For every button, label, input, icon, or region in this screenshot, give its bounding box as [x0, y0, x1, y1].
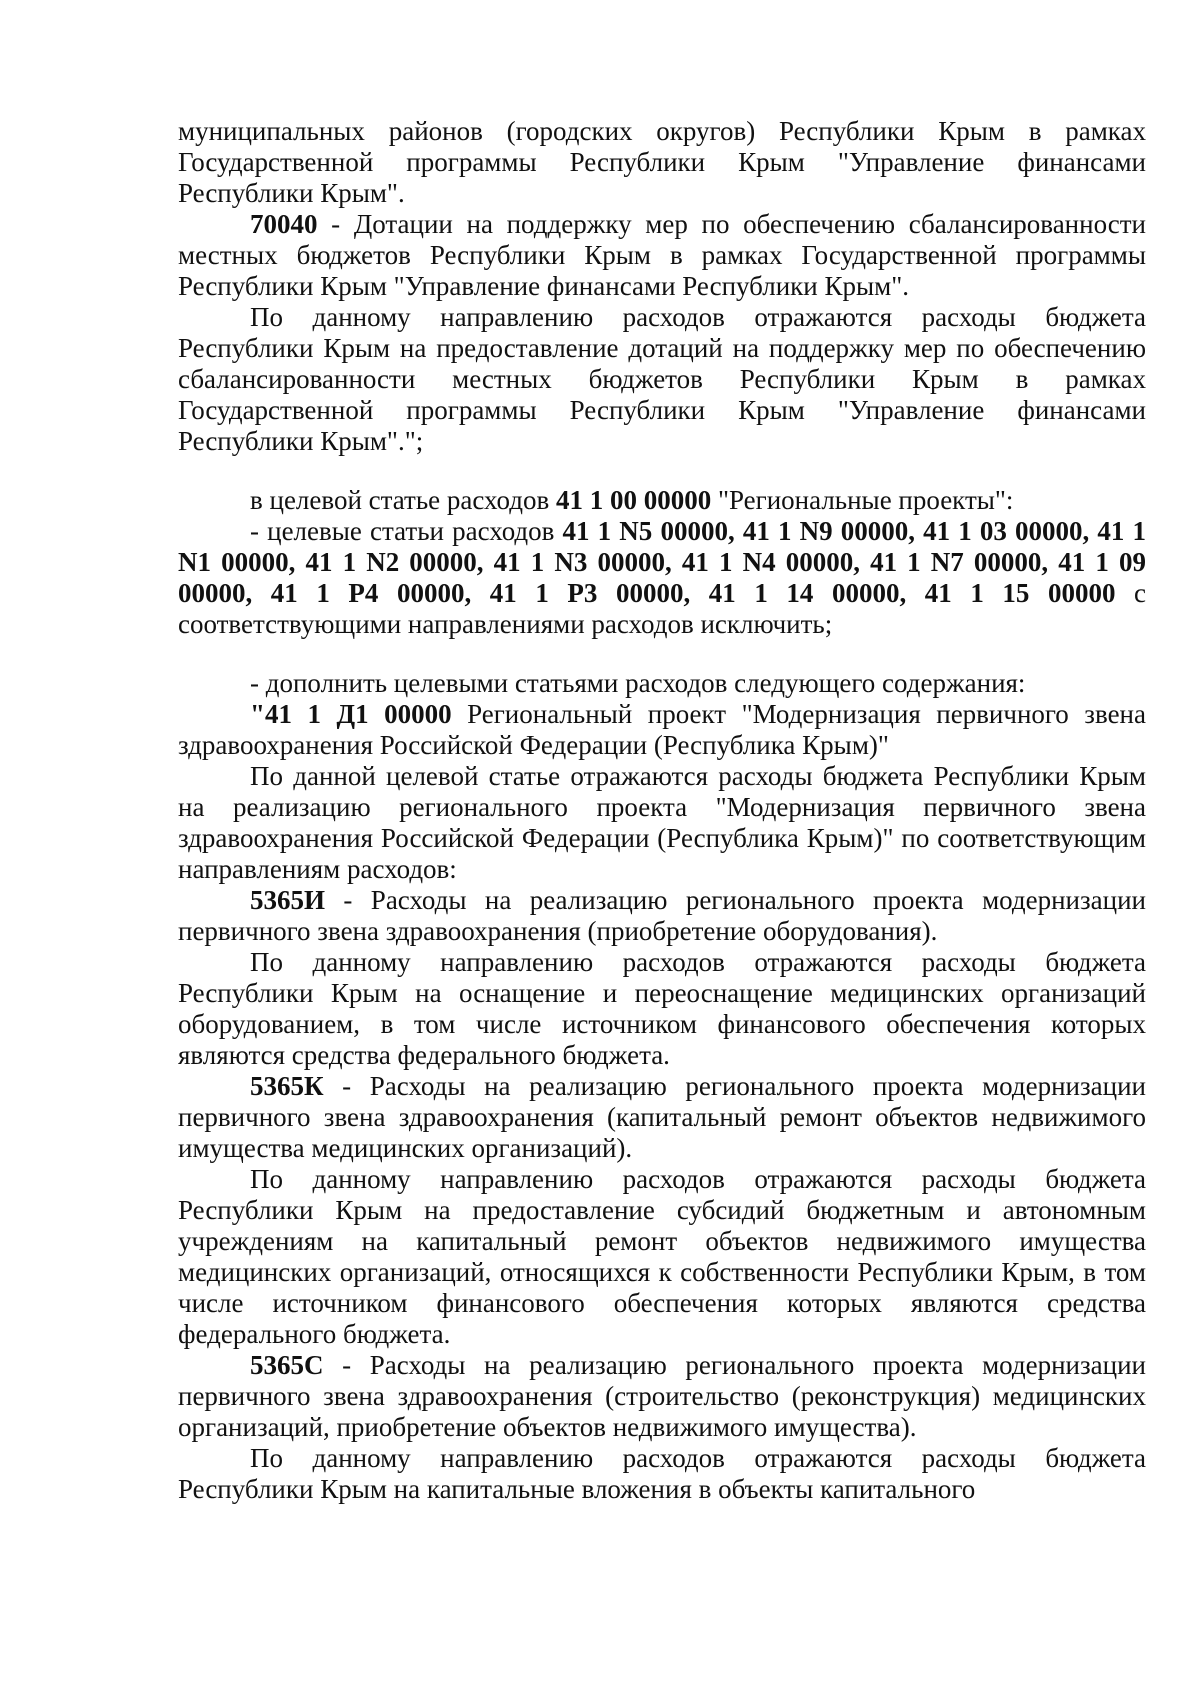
- paragraph-6: [178, 668, 1146, 699]
- paragraph-14: [178, 1443, 1146, 1505]
- paragraph-5-pre: - целевые статьи расходов: [250, 516, 563, 546]
- paragraph-7: [178, 699, 1146, 761]
- paragraph-2-text: - Дотации на поддержку мер по обеспечению сбалансированности местных бюджетов Республики Крым в рамках Государственной программы Республики Крым "Управление финансами Республики Крым".: [178, 209, 1146, 301]
- paragraph-4-pre: в целевой статье расходов: [250, 485, 556, 515]
- paragraph-9: [178, 885, 1146, 947]
- paragraph-9-text: - Расходы на реализацию регионального проекта модернизации первичного звена здравоохранения (приобретение оборудования).: [178, 885, 1146, 946]
- excluded-codes-list: 41 1 N5 00000, 41 1 N9 00000, 41 1 03 00000, 41 1 N1 00000, 41 1 N2 00000, 41 1 N3 00000, 41 1 N4 00000, 41 1 N7 00000, 41 1 09 00000, 41 1 P4 00000, 41 1 P3 00000, 41 1 14 00000, 41 1 15 00000: [178, 516, 1147, 608]
- paragraph-10-text: По данному направлению расходов отражаются расходы бюджета Республики Крым на оснащение и переоснащение медицинских организаций оборудованием, в том числе источником финансового обеспечения которых являются средства федерального бюджета.: [178, 947, 1146, 1070]
- paragraph-11: [178, 1071, 1146, 1164]
- code-5365s: 5365С: [250, 1350, 324, 1380]
- code-70040: 70040: [250, 209, 318, 239]
- paragraph-3-text: По данному направлению расходов отражаются расходы бюджета Республики Крым на предоставление дотаций на поддержку мер по обеспечению сбалансированности местных бюджетов Республики Крым в рамках Государственной программы Республики Крым "Управление финансами Республики Крым".";: [178, 302, 1146, 456]
- paragraph-2: [178, 209, 1146, 302]
- paragraph-5-post: с соответствующими направлениями расходов исключить;: [178, 578, 1146, 639]
- paragraph-4: [178, 485, 1146, 516]
- paragraph-12: [178, 1164, 1146, 1350]
- paragraph-5: [178, 516, 1146, 640]
- paragraph-14-text: По данному направлению расходов отражаются расходы бюджета Республики Крым на капитальные вложения в объекты капитального: [178, 1443, 1146, 1504]
- paragraph-12-text: По данному направлению расходов отражаются расходы бюджета Республики Крым на предоставление субсидий бюджетным и автономным учреждениям на капитальный ремонт объектов недвижимого имущества медицинских организаций, относящихся к собственности Республики Крым, в том числе источником финансового обеспечения которых являются средства федерального бюджета.: [178, 1164, 1146, 1349]
- paragraph-4-post: "Региональные проекты":: [711, 485, 1014, 515]
- paragraph-8-text: По данной целевой статье отражаются расходы бюджета Республики Крым на реализацию регионального проекта "Модернизация первичного звена здравоохранения Российской Федерации (Республика Крым)" по соответствующим направлениям расходов:: [178, 761, 1146, 884]
- paragraph-1-text: муниципальных районов (городских округов) Республики Крым в рамках Государственной программы Республики Крым "Управление финансами Республики Крым".: [178, 116, 1146, 208]
- paragraph-8: [178, 761, 1146, 885]
- paragraph-13-text: - Расходы на реализацию регионального проекта модернизации первичного звена здравоохранения (строительство (реконструкция) медицинских организаций, приобретение объектов недвижимого имущества).: [178, 1350, 1146, 1442]
- paragraph-1: [178, 116, 1146, 209]
- paragraph-10: [178, 947, 1146, 1071]
- paragraph-7-text: Региональный проект "Модернизация первичного звена здравоохранения Российской Федерации (Республика Крым)": [178, 699, 1146, 760]
- code-41-1-d1-00000: "41 1 Д1 00000: [250, 699, 452, 729]
- paragraph-3: [178, 302, 1146, 457]
- paragraph-6-text: - дополнить целевыми статьями расходов следующего содержания:: [250, 668, 1026, 698]
- code-5365i: 5365И: [250, 885, 326, 915]
- paragraph-13: [178, 1350, 1146, 1443]
- code-5365k: 5365К: [250, 1071, 324, 1101]
- code-41-1-00-00000: 41 1 00 00000: [555, 485, 712, 515]
- paragraph-11-text: - Расходы на реализацию регионального проекта модернизации первичного звена здравоохранения (капитальный ремонт объектов недвижимого имущества медицинских организаций).: [178, 1071, 1146, 1163]
